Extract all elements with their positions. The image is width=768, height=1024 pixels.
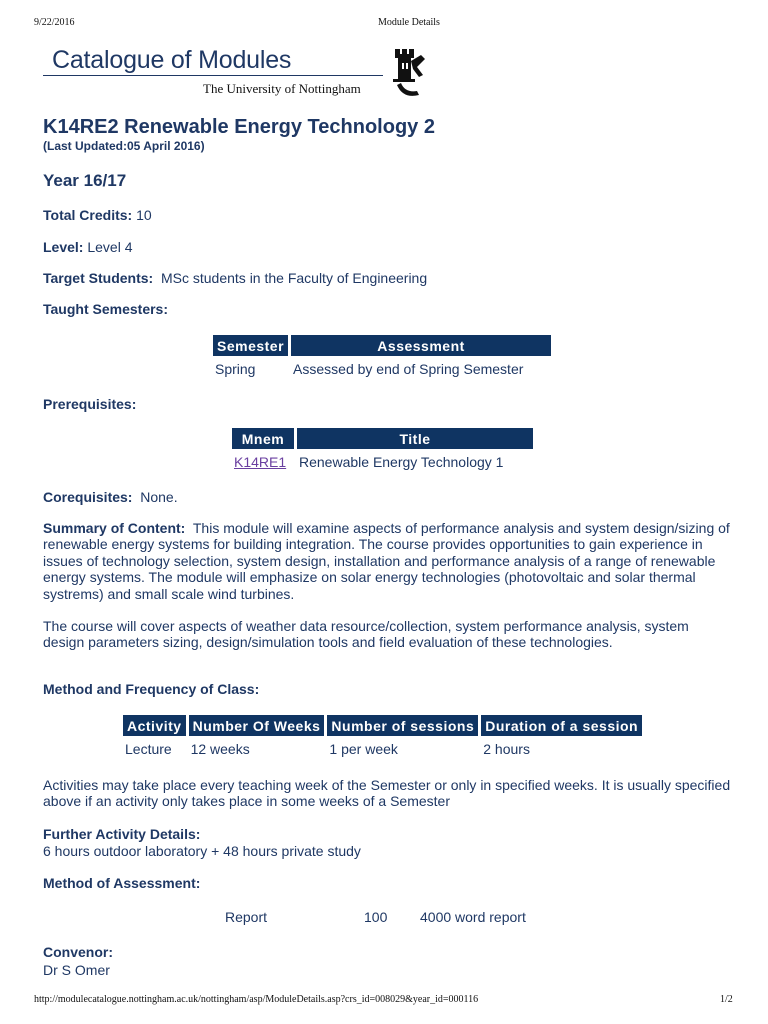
print-url: http://modulecatalogue.nottingham.ac.uk/nottingham/asp/ModuleDetails.asp?crs_id=008029&year_id=000116: [34, 994, 479, 1005]
col-header-activity: Activity: [123, 715, 186, 736]
activity-cell: Lecture: [125, 740, 172, 757]
summary-text: This module will examine aspects of performance analysis and system design/sizing of renewable energy systems for building integration. The course provides opportunities to gain experience in issues of technology selection, system design, installation and performance analysis of a range of renewable energy systems. The module will emphasize on solar energy technologies (photovoltaic and solar thermal systrems) and small scale wind turbines.: [43, 520, 730, 602]
target-value: MSc students in the Faculty of Engineering: [160, 270, 428, 286]
method-frequency-label: Method and Frequency of Class:: [43, 681, 260, 697]
convenor-value: Dr S Omer: [43, 962, 110, 978]
table-row: [213, 356, 551, 381]
prereq-title-cell: Renewable Energy Technology 1: [299, 453, 504, 470]
method-assessment-label: Method of Assessment:: [43, 875, 201, 891]
assessment-detail: 4000 word report: [420, 909, 526, 925]
banner-divider: [43, 75, 383, 76]
sessions-cell: 1 per week: [329, 740, 398, 757]
weeks-cell: 12 weeks: [190, 740, 250, 757]
assessment-weight: 100: [364, 909, 388, 925]
level-value: Level 4: [87, 239, 133, 255]
col-header-semester: Semester: [213, 335, 288, 356]
corequisites: [43, 489, 178, 505]
credits-label: Total Credits:: [43, 207, 133, 223]
target-students: [43, 270, 427, 286]
duration-cell: 2 hours: [483, 740, 530, 757]
academic-year: Year 16/17: [43, 171, 127, 190]
university-crest-logo: [387, 41, 429, 99]
convenor-label: Convenor:: [43, 944, 113, 960]
table-row: [232, 449, 533, 474]
col-header-mnem: Mnem: [232, 428, 294, 449]
coreq-value: None.: [140, 489, 178, 505]
activity-table: [120, 715, 645, 761]
summary-of-content: [43, 520, 733, 602]
col-header-sessions: Number of sessions: [327, 715, 478, 736]
university-name: The University of Nottingham: [203, 81, 361, 96]
credits-value: 10: [136, 207, 152, 223]
last-updated: (Last Updated:05 April 2016): [43, 139, 205, 153]
further-activity-value: 6 hours outdoor laboratory + 48 hours private study: [43, 843, 361, 859]
assessment-type: Report: [225, 909, 268, 925]
print-date: 9/22/2016: [34, 17, 75, 28]
table-row: [123, 736, 642, 761]
total-credits: [43, 207, 152, 223]
coreq-label: Corequisites:: [43, 489, 133, 505]
col-header-duration: Duration of a session: [481, 715, 642, 736]
prerequisites-table: [229, 428, 536, 474]
further-activity-label: Further Activity Details:: [43, 826, 201, 842]
target-label: Target Students:: [43, 270, 154, 286]
page-number: 1/2: [720, 994, 733, 1005]
level-label: Level:: [43, 239, 84, 255]
summary-text-2: The course will cover aspects of weather data resource/collection, system performance analysis, system design parameters sizing, design/simulation tools and field evaluation of these technologies.: [43, 618, 689, 651]
semester-cell: Spring: [215, 360, 256, 377]
activity-note: Activities may take place every teaching week of the Semester or only in specified weeks. It is usually specified above if an activity only takes place in some weeks of a Semester: [43, 777, 731, 810]
col-header-title: Title: [297, 428, 533, 449]
prerequisites-label: Prerequisites:: [43, 396, 137, 412]
catalogue-title: Catalogue of Modules: [52, 46, 292, 74]
level: [43, 239, 133, 255]
summary-label: Summary of Content:: [43, 520, 186, 536]
module-title: K14RE2 Renewable Energy Technology 2: [43, 116, 435, 138]
col-header-assessment: Assessment: [291, 335, 551, 356]
semesters-table: [210, 335, 554, 381]
assessment-cell: Assessed by end of Spring Semester: [293, 360, 524, 377]
taught-semesters-label: Taught Semesters:: [43, 301, 168, 317]
print-title: Module Details: [378, 17, 440, 28]
prereq-module-link[interactable]: K14RE1: [234, 453, 287, 470]
col-header-weeks: Number Of Weeks: [189, 715, 325, 736]
